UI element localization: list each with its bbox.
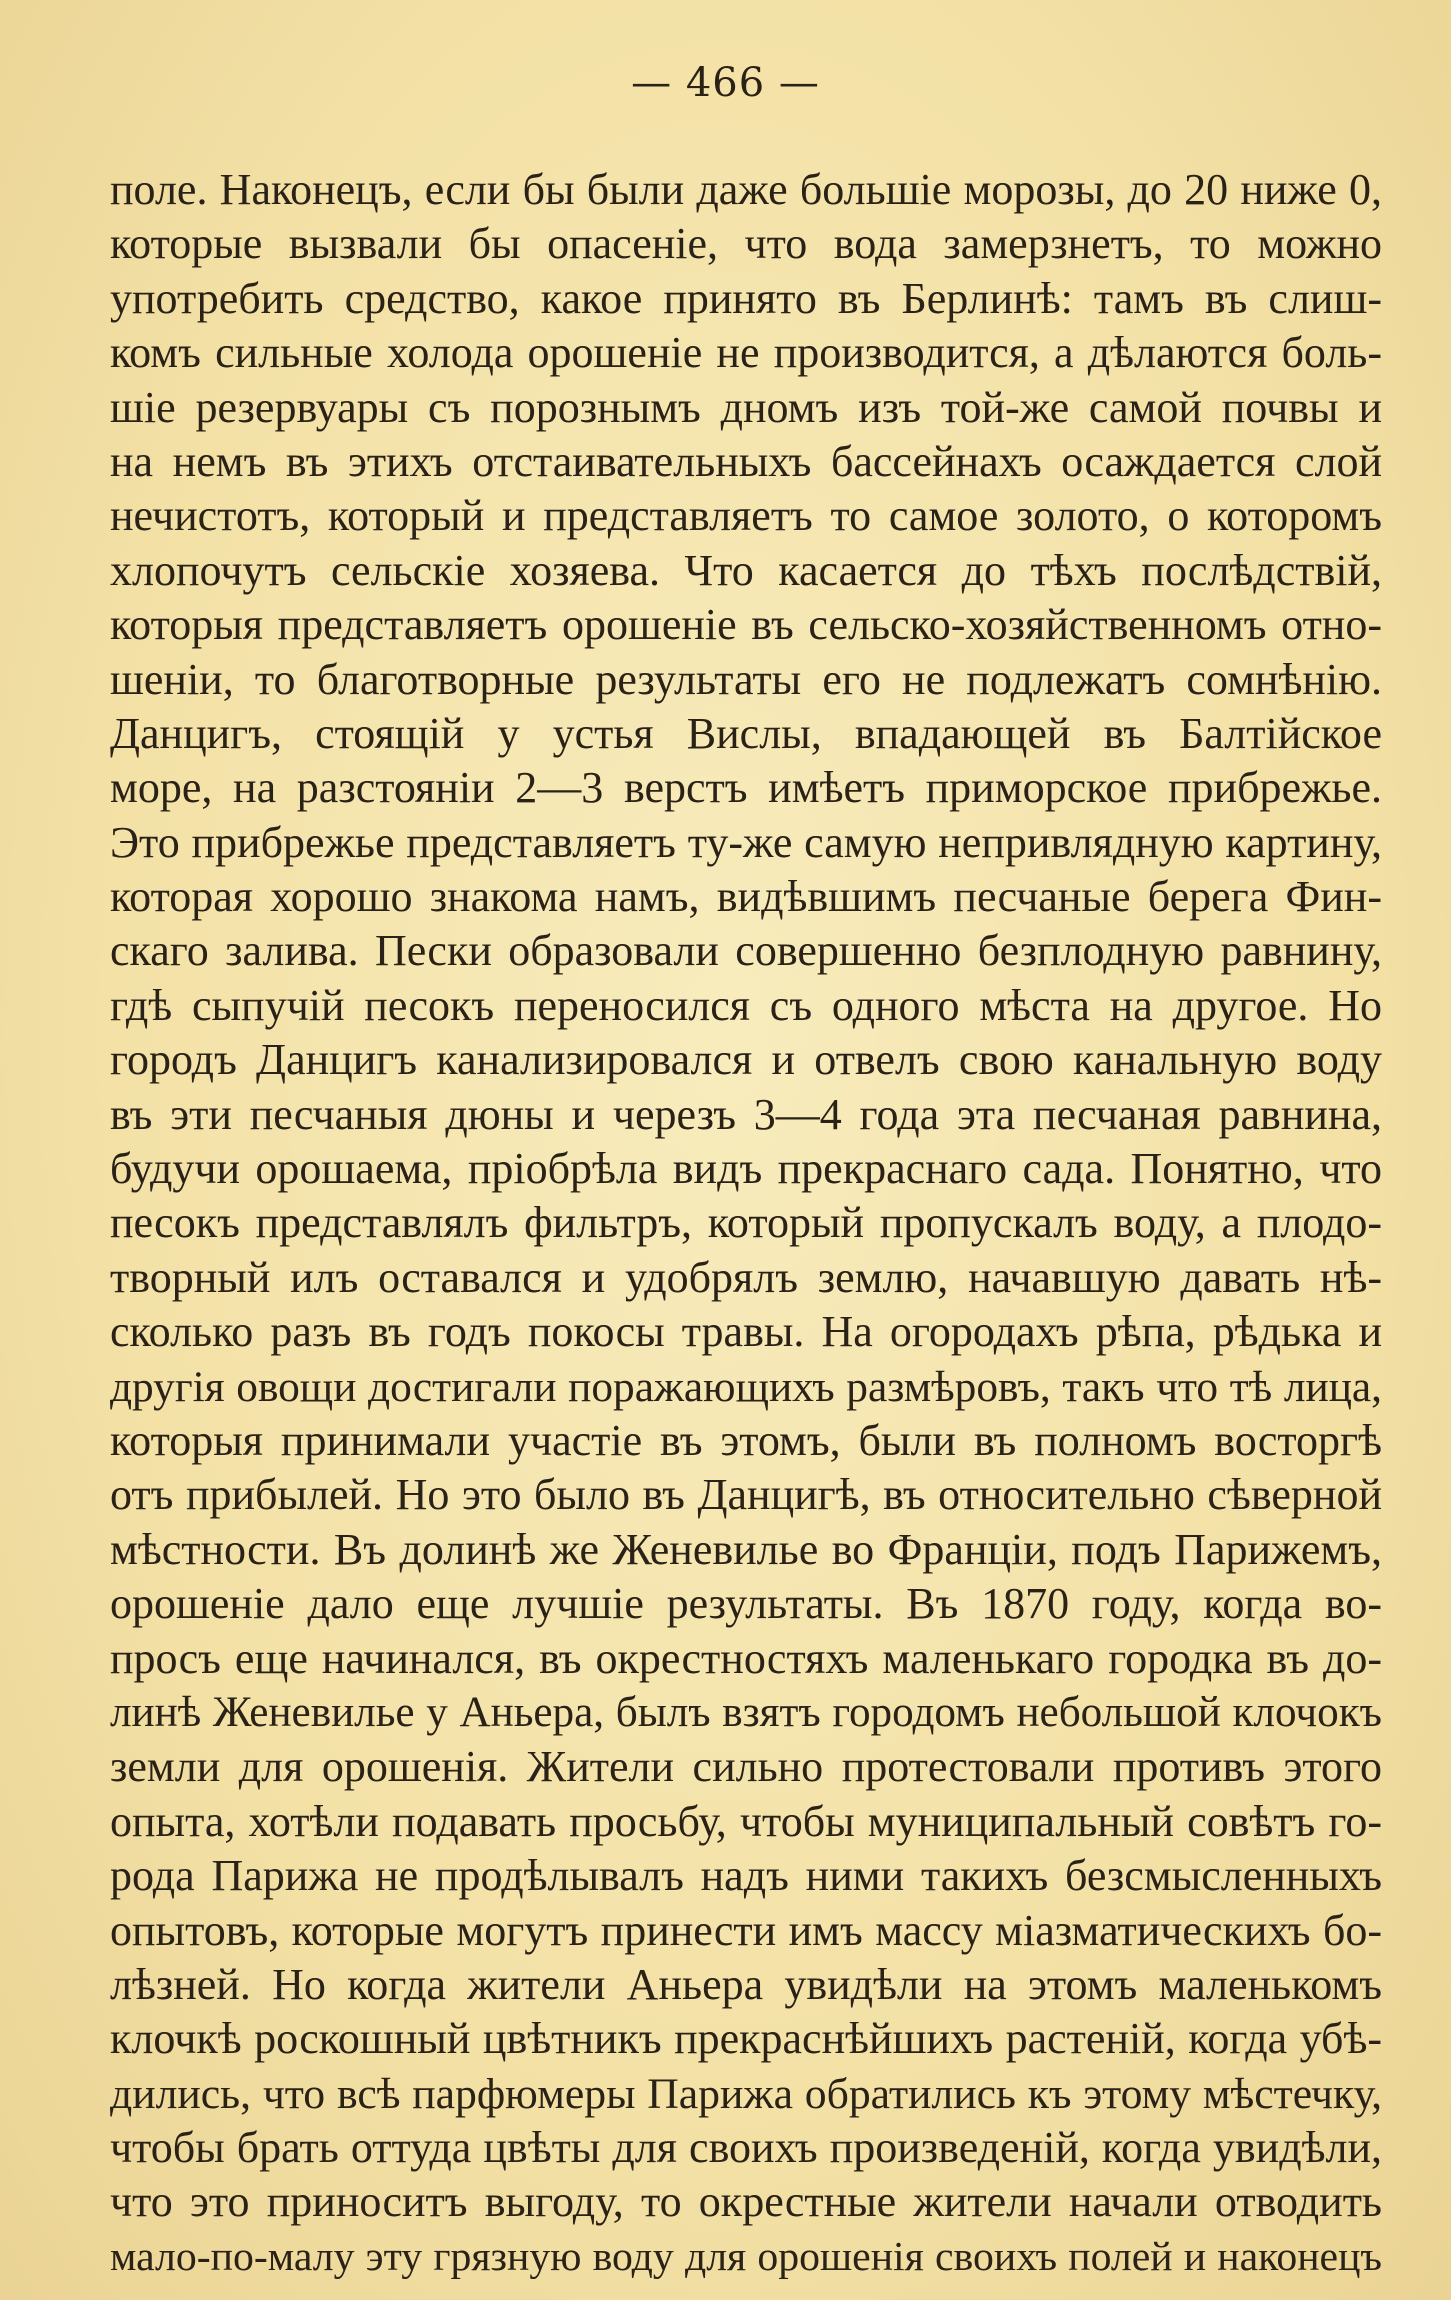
text-line: опытовъ, которые могутъ принести имъ массу міазматическихъ бо- (110, 1905, 1382, 1955)
text-line: море, на разстояніи 2—3 верстъ имѣетъ приморское прибрежье. (110, 763, 1382, 813)
text-line: употребить средство, какое принято въ Берлинѣ: тамъ въ слиш- (110, 273, 1382, 323)
text-line: лѣзней. Но когда жители Аньера увидѣли на этомъ маленькомъ (110, 1959, 1382, 2009)
text-line: дились, что всѣ парфюмеры Парижа обратились къ этому мѣстечку, (110, 2069, 1382, 2118)
text-line: земли для орошенія. Жители сильно протестовали противъ этого (110, 1742, 1382, 1792)
text-line: творный илъ оставался и удобрялъ землю, начавшую давать нѣ- (110, 1252, 1382, 1302)
text-line: гдѣ сыпучій песокъ переносился съ одного мѣста на другое. Но (110, 980, 1382, 1030)
text-line: поле. Наконецъ, если бы были даже большіе морозы, до 20 ниже 0, (110, 165, 1382, 214)
text-line: на немъ въ этихъ отстаивательныхъ бассейнахъ осаждается слой (110, 436, 1382, 486)
page-number: — 466 — (631, 60, 820, 106)
text-line: сколько разъ въ годъ покосы травы. На огородахъ рѣпа, рѣдька и (110, 1307, 1382, 1357)
text-line: нечистотъ, который и представляетъ то самое золото, о которомъ (110, 491, 1382, 541)
text-line: шеніи, то благотворные результаты его не подлежатъ сомнѣнію. (110, 654, 1382, 704)
text-line: чтобы брать оттуда цвѣты для своихъ произведеній, когда увидѣли, (110, 2123, 1382, 2173)
text-line: городъ Данцигъ канализировался и отвелъ свою канальную воду (110, 1035, 1382, 1085)
text-line: опыта, хотѣли подавать просьбу, чтобы муниципальный совѣтъ го- (110, 1796, 1382, 1846)
text-line: скаго залива. Пески образовали совершенно безплодную равнину, (110, 926, 1382, 976)
body-text (110, 163, 1382, 2284)
text-line: которые вызвали бы опасеніе, что вода замерзнетъ, то можно (110, 219, 1382, 269)
text-line: мало-по-малу эту грязную воду для орошенія своихъ полей и наконецъ (110, 2233, 1382, 2280)
text-line: просъ еще начинался, въ окрестностяхъ маленькаго городка въ до- (110, 1633, 1382, 1683)
text-line: которая хорошо знакома намъ, видѣвшимъ песчаные берега Фин- (110, 872, 1382, 922)
text-line: комъ сильные холода орошеніе не производится, а дѣлаются боль- (110, 328, 1382, 378)
text-line: линѣ Женевилье у Аньера, былъ взятъ городомъ небольшой клочокъ (110, 1688, 1382, 1736)
text-line: Это прибрежье представляетъ ту-же самую непривлядную картину, (110, 817, 1382, 867)
text-line: другія овощи достигали поражающихъ размѣровъ, такъ что тѣ лица, (110, 1362, 1382, 1411)
text-line: будучи орошаема, пріобрѣла видъ прекраснаго сада. Понятно, что (110, 1144, 1382, 1194)
text-line: которыя представляетъ орошеніе въ сельско-хозяйственномъ отно- (110, 600, 1382, 650)
text-line: орошеніе дало еще лучшіе результаты. Въ 1870 году, когда во- (110, 1579, 1382, 1629)
text-line: Данцигъ, стоящій у устья Вислы, впадающей въ Балтійское (110, 708, 1382, 758)
text-line: клочкѣ роскошный цвѣтникъ прекраснѣйшихъ растеній, когда убѣ- (110, 2014, 1382, 2064)
text-line: рода Парижа не продѣлывалъ надъ ними такихъ безсмысленныхъ (110, 1851, 1382, 1901)
text-line: шіе резервуары съ порознымъ дномъ изъ той-же самой почвы и (110, 382, 1382, 432)
text-line: хлопочутъ сельскіе хозяева. Что касается до тѣхъ послѣдствій, (110, 545, 1382, 595)
text-line: песокъ представлялъ фильтръ, который пропускалъ воду, а плодо- (110, 1198, 1382, 1248)
text-line: что это приноситъ выгоду, то окрестные жители начали отводить (110, 2177, 1382, 2227)
text-line: мѣстности. Въ долинѣ же Женевилье во Франціи, подъ Парижемъ, (110, 1524, 1382, 1574)
text-line: отъ прибылей. Но это было въ Данцигѣ, въ относительно сѣверной (110, 1470, 1382, 1520)
text-line: въ эти песчаныя дюны и черезъ 3—4 года эта песчаная равнина, (110, 1089, 1382, 1139)
text-line: которыя принимали участіе въ этомъ, были въ полномъ восторгѣ (110, 1415, 1382, 1465)
